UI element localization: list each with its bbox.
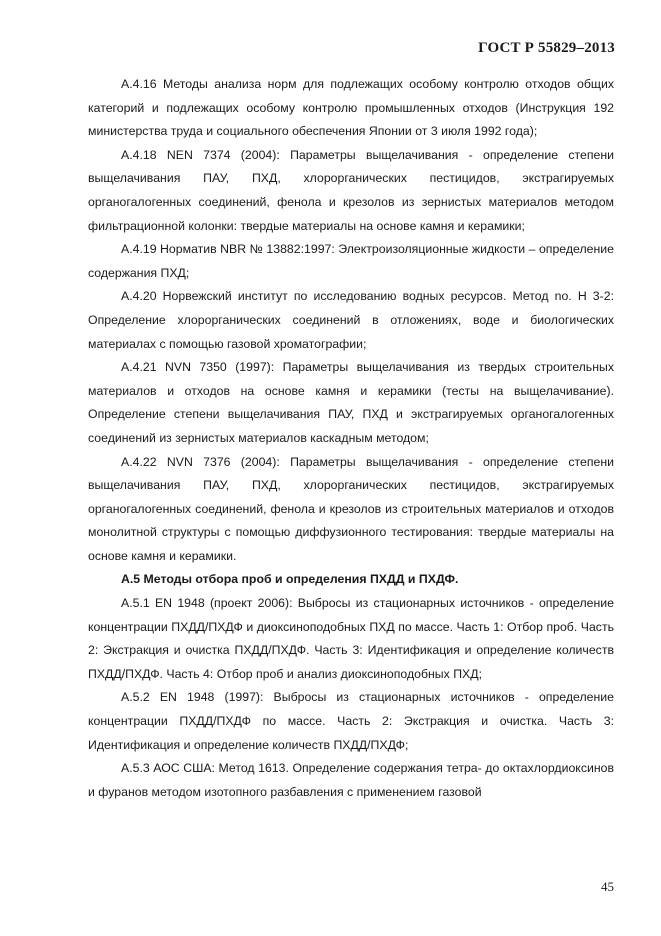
standard-code-header: ГОСТ Р 55829–2013 <box>478 40 615 56</box>
paragraph-a-4-19: А.4.19 Норматив NBR № 13882:1997: Электроизоляционные жидкости – определение содержания ПХД; <box>88 242 614 280</box>
paragraph-a-4-20: А.4.20 Норвежский институт по исследованию водных ресурсов. Метод no. H 3-2: Определение хлорорганических соединений в отложениях, воде и биологических материалах с помощью газовой хроматографии; <box>88 289 614 351</box>
document-body <box>88 73 614 804</box>
paragraph-a-4-22: А.4.22 NVN 7376 (2004): Параметры выщелачивания - определение степени выщелачивания ПАУ, ПХД, хлорорганических пестицидов, экстрагируемых органогалогенных соединений, фенола и крезолов из строительных материалов и отходов монолитной структуры с помощью диффузионного тестирования: твердые материалы на основе камня и керамики. <box>88 454 614 563</box>
page-number: 45 <box>601 879 614 894</box>
paragraph-a-4-21: А.4.21 NVN 7350 (1997): Параметры выщелачивания из твердых строительных материалов и отходов на основе камня и керамики (тесты на выщелачивание). Определение степени выщелачивания ПАУ, ПХД и экстрагируемых органогалогенных соединений из зернистых материалов каскадным методом; <box>88 360 614 445</box>
section-heading-a-5: А.5 Методы отбора проб и определения ПХДД и ПХДФ. <box>121 572 459 587</box>
paragraph-a-5-2: А.5.2 EN 1948 (1997): Выбросы из стационарных источников - определение концентрации ПХДД/ПХДФ по массе. Часть 2: Экстракция и очистка. Часть 3: Идентификация и определение количеств ПХДД/ПХДФ; <box>88 690 614 752</box>
paragraph-a-5-1: А.5.1 EN 1948 (проект 2006): Выбросы из стационарных источников - определение концентрации ПХДД/ПХДФ и диоксиноподобных ПХД по массе. Часть 1: Отбор проб. Часть 2: Экстракция и очистка ПХДД/ПХДФ. Часть 3: Идентификация и определение количеств ПХДД/ПХДФ. Часть 4: Отбор проб и анализ диоксиноподобных ПХД; <box>88 596 614 681</box>
paragraph-a-4-18: А.4.18 NEN 7374 (2004): Параметры выщелачивания - определение степени выщелачивания ПАУ, ПХД, хлорорганических пестицидов, экстрагируемых органогалогенных соединений, фенола и крезолов из зернистых материалов методом фильтрационной колонки: твердые материалы на основе камня и керамики; <box>88 147 614 233</box>
paragraph-a-4-16: А.4.16 Методы анализа норм для подлежащих особому контролю отходов общих категорий и подлежащих особому контролю промышленных отходов (Инструкция 192 министерства труда и социального обеспечения Японии от 3 июля 1992 года); <box>88 77 614 139</box>
paragraph-a-5-3: А.5.3 АОС США: Метод 1613. Определение содержания тетра- до октахлордиоксинов и фуранов методом изотопного разбавления с применением газовой <box>88 761 614 799</box>
